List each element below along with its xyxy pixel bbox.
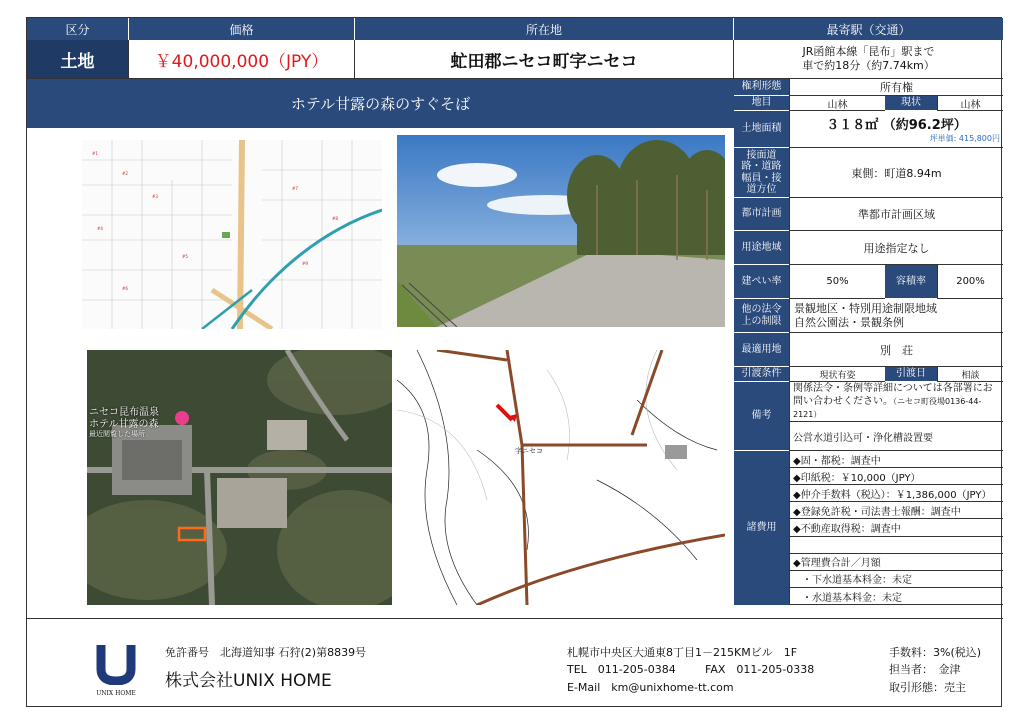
svg-text:#6: #6 xyxy=(122,286,128,291)
company-tel: TEL 011-205-0384 xyxy=(567,663,676,676)
company-email: E-Mail km@unixhome-tt.com xyxy=(567,681,734,694)
zoning-label: 用途地域 xyxy=(734,231,789,265)
listing-sheet xyxy=(26,17,1002,707)
expense-row: ◆登録免許税・司法書士報酬：調査中 xyxy=(790,502,1003,519)
zoning-value: 用途指定なし xyxy=(789,231,1003,265)
rights-label: 権利形態 xyxy=(734,79,789,96)
aerial-label-line1: ニセコ昆布温泉 xyxy=(89,407,159,418)
best-use-label: 最適用地 xyxy=(734,333,789,367)
other-law-value xyxy=(789,299,1003,333)
rights-value: 所有権 xyxy=(789,79,1003,96)
remarks-label: 備考 xyxy=(734,382,789,451)
road-value: 東側：町道8.94m xyxy=(789,148,1003,198)
aerial-label xyxy=(89,407,159,438)
svg-text:#8: #8 xyxy=(332,216,338,221)
current-status-value: 山林 xyxy=(937,96,1003,111)
expense-row: ・水道基本料金：未定 xyxy=(802,592,902,604)
road-map-label: 字ニセコ xyxy=(515,447,543,455)
delivery-date-value: 相談 xyxy=(937,367,1003,382)
expense-row xyxy=(790,537,1003,554)
road-label: 接面道路・道路幅員・接道方位 xyxy=(734,148,789,198)
bcr-value: 50% xyxy=(789,265,885,299)
aerial-label-line2: ホテル甘露の森 xyxy=(89,418,159,430)
expenses-list xyxy=(789,451,1003,605)
remarks-line2-main: 問い合わせください。 xyxy=(793,396,893,407)
company-address: 札幌市中央区大通東8丁目1－215KMビル 1F xyxy=(567,646,798,659)
delivery-value: 現状有姿 xyxy=(789,367,885,382)
company-fax: FAX 011-205-0338 xyxy=(705,663,815,676)
remarks-line3: 公営水道引込可・浄化槽設置要 xyxy=(789,422,1003,451)
station-line1: JR函館本線「昆布」駅まで xyxy=(802,44,935,58)
svg-text:#5: #5 xyxy=(182,254,188,259)
expense-row: ◆印紙税：￥10,000（JPY） xyxy=(790,468,1003,485)
svg-text:#4: #4 xyxy=(97,226,103,231)
delivery-date-label: 引渡日 xyxy=(885,367,937,382)
unit-price: 坪単価: 415,800円 xyxy=(929,134,1000,143)
footer-divider xyxy=(27,618,1003,619)
other-law-line2: 自然公園法・景観条例 xyxy=(794,315,904,329)
current-status-label: 現状 xyxy=(885,96,937,111)
logo-u-icon xyxy=(93,643,139,685)
svg-text:#1: #1 xyxy=(92,151,98,156)
category-value: 土地 xyxy=(27,40,129,79)
land-category-value: 山林 xyxy=(789,96,885,111)
price-value: ￥40,000,000（JPY） xyxy=(129,40,355,79)
station-value xyxy=(734,40,1003,79)
far-value: 200% xyxy=(937,265,1003,299)
svg-text:#7: #7 xyxy=(292,186,298,191)
expense-row: ◆仲介手数料（税込）：￥1,386,000（JPY） xyxy=(790,485,1003,502)
catchphrase-banner: ホテル甘露の森のすぐそば xyxy=(27,79,734,128)
remarks-line1: 関係法令・条例等詳細については各部署にお xyxy=(793,383,993,394)
road-map-image xyxy=(397,350,725,605)
company-name: 株式会社UNIX HOME xyxy=(165,671,332,691)
city-plan-value: 準都市計画区域 xyxy=(789,198,1003,231)
license-number: 免許番号 北海道知事 石狩(2)第8839号 xyxy=(165,646,367,659)
station-line2: 車で約18分（約7.74km） xyxy=(802,59,935,72)
commission: 手数料：3%(税込) xyxy=(889,646,982,659)
logo-text: UNIX HOME xyxy=(96,690,136,697)
other-law-label: 他の法令上の制限 xyxy=(734,299,789,333)
remarks-line2-small: （ニセコ町役場0136-44-2121） xyxy=(793,397,982,419)
best-use-value: 別 荘 xyxy=(789,333,1003,367)
land-area-label: 土地面積 xyxy=(734,111,789,148)
aerial-label-line3: 最近閲覧した場所 xyxy=(89,430,145,438)
svg-text:#2: #2 xyxy=(122,171,128,176)
location-value: 虻田郡ニセコ町字ニセコ xyxy=(355,40,734,79)
zoning-map-image xyxy=(82,140,382,329)
expense-row: ◆管理費合計／月額 xyxy=(790,554,1003,571)
company-logo xyxy=(93,643,139,695)
trade-type: 取引形態：売主 xyxy=(889,681,966,694)
agent-name: 担当者： 金津 xyxy=(889,663,961,676)
land-area-value xyxy=(789,111,1003,148)
header-price: 価格 xyxy=(129,18,355,40)
far-label: 容積率 xyxy=(885,265,937,299)
aerial-photo xyxy=(87,350,392,605)
remarks-block1 xyxy=(789,382,1003,422)
header-station: 最寄駅（交通） xyxy=(734,18,1003,40)
header-category: 区分 xyxy=(27,18,129,40)
land-area-main: ３１８㎡ （約96.2坪） xyxy=(826,118,967,133)
expense-row: ◆不動産取得税：調査中 xyxy=(790,519,1003,536)
bcr-label: 建ぺい率 xyxy=(734,265,789,299)
expenses-label: 諸費用 xyxy=(734,451,789,605)
expense-row: ・下水道基本料金：未定 xyxy=(790,571,1003,588)
delivery-label: 引渡条件 xyxy=(734,367,789,382)
street-photo xyxy=(397,135,725,327)
remarks-line2 xyxy=(793,395,1003,421)
expense-row: ◆固・都税：調査中 xyxy=(790,451,1003,468)
header-location: 所在地 xyxy=(355,18,734,40)
svg-text:#3: #3 xyxy=(152,194,158,199)
land-category-label: 地目 xyxy=(734,96,789,111)
svg-text:#9: #9 xyxy=(302,261,308,266)
other-law-line1: 景観地区・特別用途制限地域 xyxy=(794,301,937,315)
city-plan-label: 都市計画 xyxy=(734,198,789,231)
